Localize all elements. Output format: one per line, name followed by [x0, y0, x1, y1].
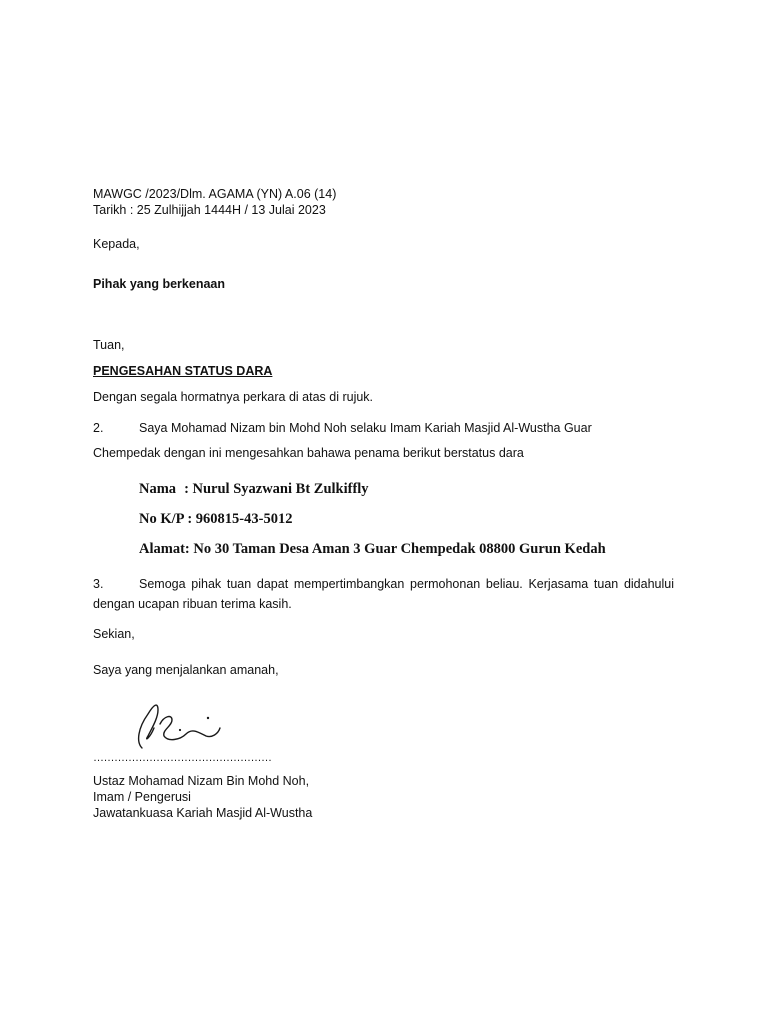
paragraph-2-text-1: Saya Mohamad Nizam bin Mohd Noh selaku Imam Kariah Masjid Al-Wustha Guar [139, 421, 592, 435]
recipient: Pihak yang berkenaan [93, 277, 226, 291]
paragraph-2-number: 2. [93, 421, 104, 435]
reference-number: MAWGC /2023/Dlm. AGAMA (YN) A.06 (14) [93, 187, 337, 201]
to-label: Kepada, [93, 237, 140, 251]
paragraph-2-line-1 [93, 420, 592, 436]
detail-name-value: : Nurul Syazwani Bt Zulkiffly [184, 481, 369, 497]
signatory-organization: Jawatankuasa Kariah Masjid Al-Wustha [93, 806, 313, 820]
trust-line: Saya yang menjalankan amanah, [93, 663, 279, 677]
signatory-title: Imam / Pengerusi [93, 790, 191, 804]
subject-heading: PENGESAHAN STATUS DARA [93, 364, 273, 378]
paragraph-2-line-2: Chempedak dengan ini mengesahkan bahawa penama berikut berstatus dara [93, 446, 524, 460]
detail-address-label: Alamat [139, 541, 185, 557]
letter-date: Tarikh : 25 Zulhijjah 1444H / 13 Julai 2023 [93, 203, 326, 217]
handwritten-signature [128, 698, 228, 750]
detail-ic-label: No K/P [139, 511, 184, 527]
detail-address [139, 540, 606, 558]
paragraph-3 [93, 574, 674, 614]
detail-name [139, 480, 369, 498]
detail-name-label: Nama [139, 481, 177, 497]
detail-ic [139, 510, 292, 528]
paragraph-3-text: Semoga pihak tuan dapat mempertimbangkan permohonan beliau. Kerjasama tuan didahului dengan ucapan ribuan terima kasih. [93, 577, 674, 611]
detail-address-value: : No 30 Taman Desa Aman 3 Guar Chempedak 08800 Gurun Kedah [184, 541, 606, 557]
paragraph-3-number: 3. [93, 577, 104, 591]
closing: Sekian, [93, 627, 135, 641]
signatory-name: Ustaz Mohamad Nizam Bin Mohd Noh, [93, 774, 310, 788]
salutation: Tuan, [93, 338, 125, 352]
signature-line: …………………………………………… [93, 752, 272, 764]
opening-line: Dengan segala hormatnya perkara di atas di rujuk. [93, 390, 374, 404]
detail-ic-value: : 960815-43-5012 [187, 511, 293, 527]
